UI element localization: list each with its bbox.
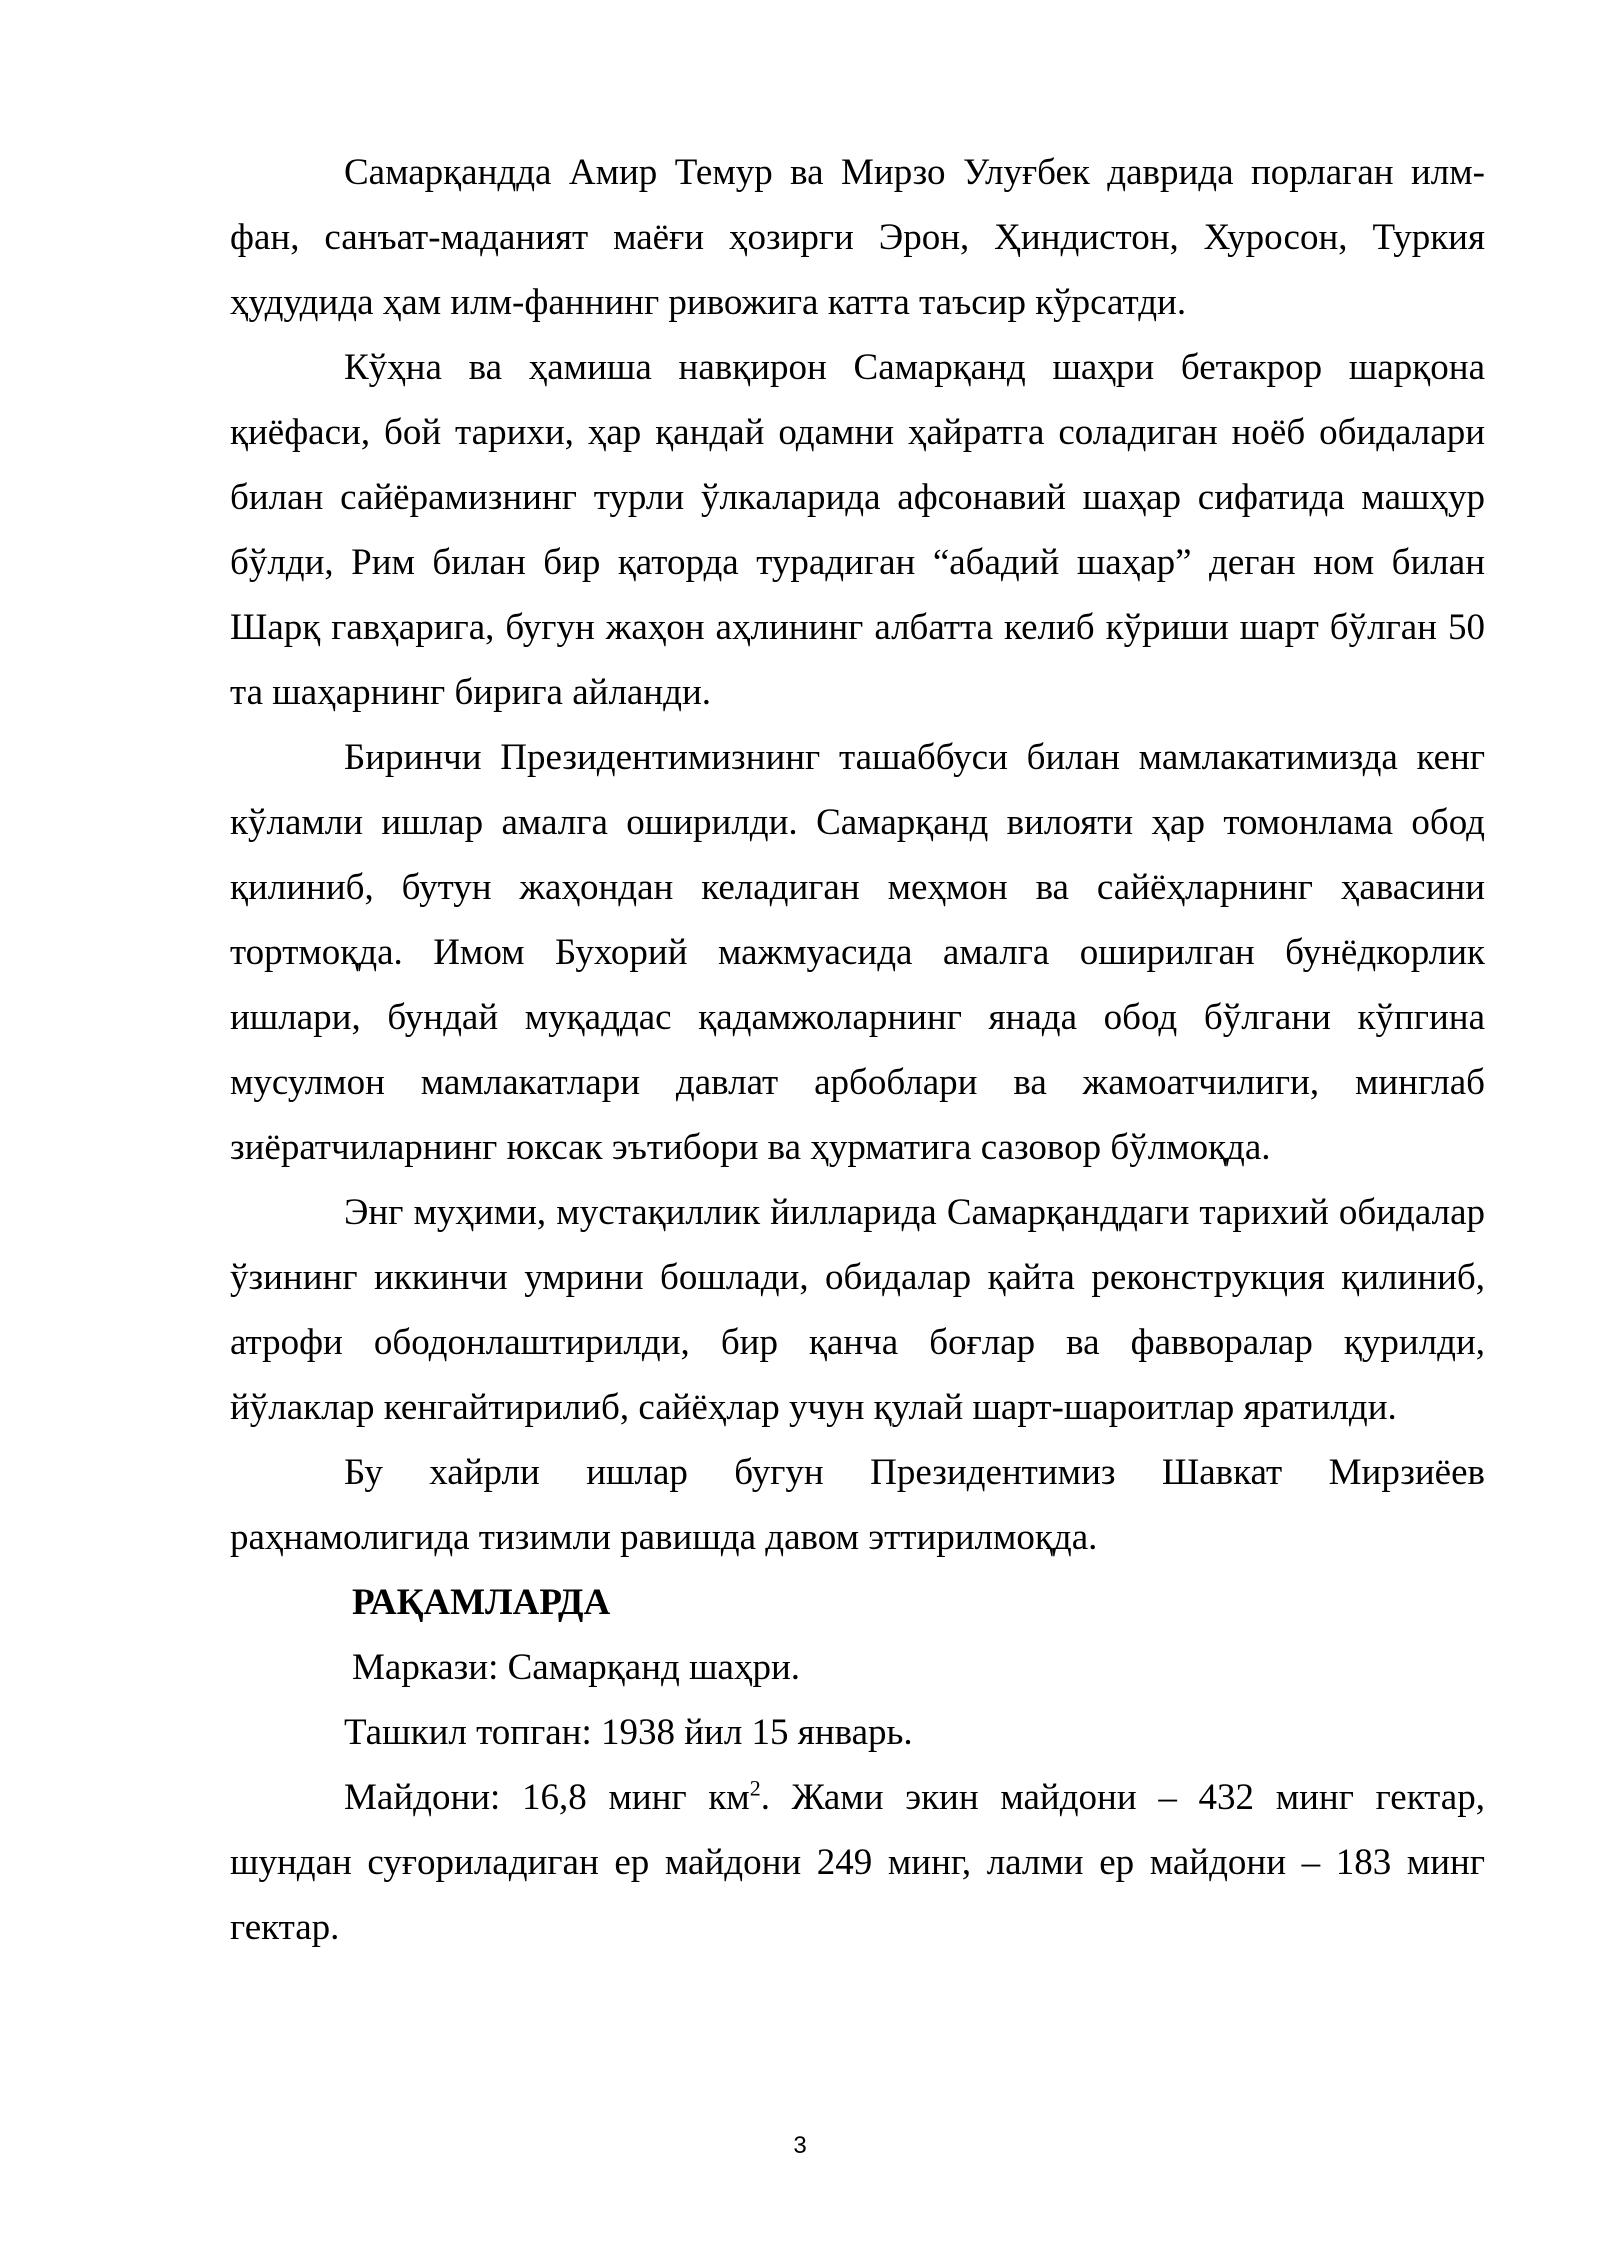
- fact-area-superscript: 2: [749, 1775, 761, 1801]
- fact-founded: Ташкил топган: 1938 йил 15 январь.: [344, 1712, 913, 1753]
- paragraph: Самарқандда Амир Темур ва Мирзо Улуғбек даврида порлаган илм-фан, санъат-маданият маёғи ҳозирги Эрон, Ҳиндистон, Хуросон, Туркия ҳудудида ҳам илм-фаннинг ривожига катта таъсир кўрсатди.: [230, 152, 1485, 323]
- paragraph: Энг муҳими, мустақиллик йилларида Самарқанддаги тарихий обидалар ўзининг иккинчи умрини бошлади, обидалар қайта реконструкция қилиниб, атрофи ободонлаштирилди, бир қанча боғлар ва фавворалар қурилди, йўлаклар кенгайтирилиб, сайёҳлар учун қулай шарт-шароитлар яратилди.: [230, 1192, 1485, 1428]
- paragraph: Бу хайрли ишлар бугун Президентимиз Шавкат Мирзиёев раҳнамолигида тизимли равишда давом эттирилмоқда.: [230, 1452, 1485, 1558]
- fact-area-rest: . Жами экин майдони – 432 минг гектар, шундан суғориладиган ер майдони 249 минг, лалми ер майдони – 183 минг гектар.: [230, 1777, 1485, 1948]
- fact-area-prefix: Майдони: 16,8 минг км: [344, 1777, 750, 1818]
- section-heading: РАҚАМЛАРДА: [352, 1582, 611, 1623]
- document-body: [230, 140, 1485, 1960]
- fact-center: Маркази: Самарқанд шаҳри.: [352, 1647, 801, 1688]
- fact-area: [230, 1765, 1485, 1960]
- page-number: 3: [793, 2132, 807, 2159]
- paragraph: Биринчи Президентимизнинг ташаббуси билан мамлакатимизда кенг кўламли ишлар амалга оширилди. Самарқанд вилояти ҳар томонлама обод қилиниб, бутун жаҳондан келадиган меҳмон ва сайёҳларнинг ҳавасини тортмоқда. Имом Бухорий мажмуасида амалга оширилган бунёдкорлик ишлари, бундай муқаддас қадамжоларнинг янада обод бўлгани кўпгина мусулмон мамлакатлари давлат арбоблари ва жамоатчилиги, минглаб зиёратчиларнинг юксак эътибори ва ҳурматига сазовор бўлмоқда.: [230, 737, 1485, 1168]
- paragraph: Кўҳна ва ҳамиша навқирон Самарқанд шаҳри бетакрор шарқона қиёфаси, бой тарихи, ҳар қандай одамни ҳайратга соладиган ноёб обидалари билан сайёрамизнинг турли ўлкаларида афсонавий шаҳар сифатида машҳур бўлди, Рим билан бир қаторда турадиган “абадий шаҳар” деган ном билан Шарқ гавҳарига, бугун жаҳон аҳлининг албатта келиб кўриши шарт бўлган 50 та шаҳарнинг бирига айланди.: [230, 347, 1485, 713]
